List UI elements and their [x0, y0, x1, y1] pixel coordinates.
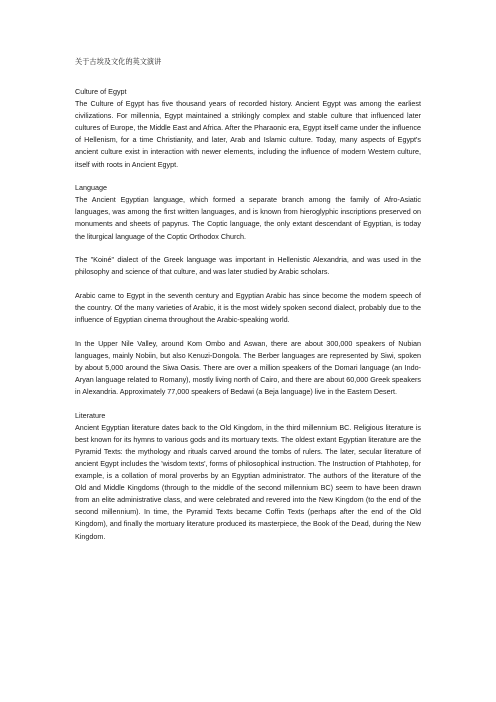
- section-heading-language: Language: [75, 183, 107, 193]
- document-page: [75, 56, 421, 554]
- paragraph: The Ancient Egyptian language, which formed a separate branch among the family of Afro-Asiatic languages, was among the first written languages, and is known from hieroglyphic inscriptions preserved on monuments and sheets of papyrus. The Coptic language, the only extant descendant of Egyptian, is today the liturgical language of the Coptic Orthodox Church.: [75, 195, 421, 241]
- section-heading-culture: Culture of Egypt: [75, 87, 127, 96]
- paragraph: The "Koiné" dialect of the Greek language was important in Hellenistic Alexandria, and was used in the philosophy and science of that culture, and was later studied by Arabic scholars.: [75, 255, 421, 277]
- section-literature: [75, 410, 421, 543]
- paragraph: Arabic came to Egypt in the seventh century and Egyptian Arabic has since become the modern speech of the country. Of the many varieties of Arabic, it is the most widely spoken second dialect, probably due to the influence of Egyptian cinema throughout the Arabic-speaking world.: [75, 290, 421, 324]
- paragraph: Ancient Egyptian literature dates back to the Old Kingdom, in the third millennium BC. Religious literature is best known for its hymns to various gods and its mortuary texts. The oldest extant Egyptian literature are the Pyramid Texts: the mythology and rituals carved around the tombs of rulers. The later, secular literature of ancient Egypt includes the 'wisdom texts', forms of philosophical instruction. The Instruction of Ptahhotep, for example, is a collation of moral proverbs by an Egyptian administrator. The authors of the literature of the Old and Middle Kingdoms (through to the middle of the second millennium BC) seem to have been drawn from an elite administrative class, and were celebrated and revered into the New Kingdom (to the end of the second millennium). In time, the Pyramid Texts became Coffin Texts (perhaps after the end of the Old Kingdom), and finally the mortuary literature produced its masterpiece, the Book of the Dead, during the New Kingdom.: [75, 422, 421, 541]
- section-culture: [75, 86, 421, 171]
- paragraph: The Culture of Egypt has five thousand years of recorded history. Ancient Egypt was among the earliest civilizations. For millennia, Egypt maintained a strikingly complex and stable culture that influenced later cultures of Europe, the Middle East and Africa. After the Pharaonic era, Egypt itself came under the influence of Hellenism, for a time Christianity, and later, Arab and Islamic culture. Today, many aspects of Egypt's ancient culture exist in interaction with newer elements, including the influence of modern Western culture, itself with roots in Ancient Egypt.: [75, 99, 421, 169]
- section-heading-literature: Literature: [75, 410, 106, 420]
- document-title: 关于古埃及文化的英文演讲: [75, 57, 162, 66]
- paragraph: In the Upper Nile Valley, around Kom Ombo and Aswan, there are about 300,000 speakers of Nubian languages, mainly Nobiin, but also Kenuzi-Dongola. The Berber languages are represented by Siwi, spoken by about 5,000 around the Siwa Oasis. There are over a million speakers of the Domari language (an Indo-Aryan language related to Romany), mostly living north of Cairo, and there are about 60,000 Greek speakers in Alexandria. Approximately 77,000 speakers of Bedawi (a Beja language) live in the Eastern Desert.: [75, 338, 421, 396]
- section-language: [75, 182, 421, 398]
